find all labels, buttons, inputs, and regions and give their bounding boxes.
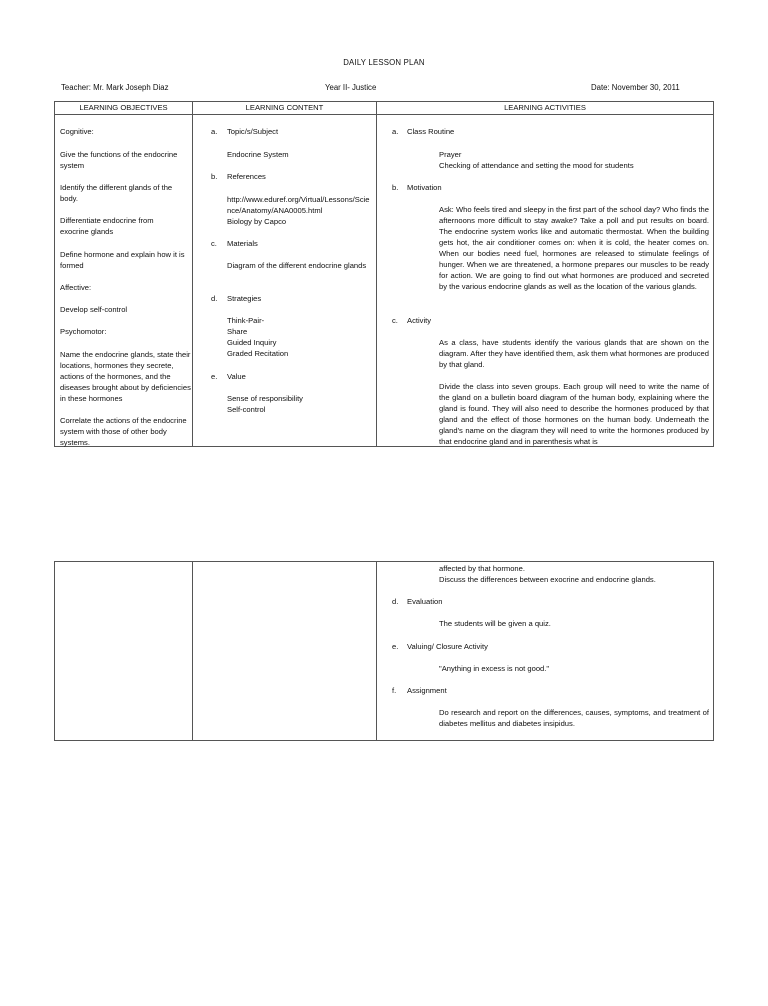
- content-text: Self-control: [227, 405, 266, 414]
- activity-marker: f.: [392, 686, 397, 695]
- activity-text: Divide the class into seven groups. Each group will need to write the name of the gland on a bulletin board diagram of the human body, explaining where the gland is found. They will also need to describe the hormones produced by that gland and the effect of those hormones on the human body. Underneath the gland's name on the diagram they will need to write the hormones produced by that endocrine gland and in parenthesis what is: [439, 382, 709, 446]
- content-text: Biology by Capco: [227, 217, 287, 226]
- activity-marker: d.: [392, 597, 399, 606]
- objective-item: Give the functions of the endocrine system: [60, 150, 178, 170]
- content-label: References: [227, 172, 266, 181]
- lesson-date: Date: November 30, 2011: [591, 83, 680, 92]
- objective-item: Correlate the actions of the endocrine system with those of other body systems.: [60, 416, 187, 447]
- content-text: Think-Pair-: [227, 316, 265, 325]
- activity-label: Evaluation: [407, 597, 443, 606]
- content-text: Endocrine System: [227, 150, 289, 159]
- lesson-plan-table-continued: [54, 561, 714, 741]
- objective-item: Name the endocrine glands, state their locations, hormones they secrete, actions of the hormones, and the diseases brought about by deficiencies in these hormones: [60, 350, 191, 403]
- content-cell-continued: [193, 562, 377, 741]
- teacher-name: Teacher: Mr. Mark Joseph Diaz: [61, 83, 169, 92]
- activity-label: Activity: [407, 316, 432, 325]
- activities-cell-continued: [377, 562, 714, 741]
- objective-heading: Psychomotor:: [60, 327, 107, 336]
- objectives-cell-continued: [55, 562, 193, 741]
- content-label: Strategies: [227, 294, 262, 303]
- objective-item: Identify the different glands of the body.: [60, 183, 173, 203]
- content-marker: b.: [211, 172, 218, 181]
- content-marker: c.: [211, 239, 217, 248]
- objective-item: Differentiate endocrine from exocrine glands: [60, 216, 154, 236]
- activity-label: Assignment: [407, 686, 447, 695]
- content-text: Diagram of the different endocrine glands: [227, 261, 367, 270]
- activity-text: As a class, have students identify the various glands that are shown on the diagram. After they have identified them, ask them what hormones are produced by that gland.: [439, 338, 709, 369]
- content-text: Graded Recitation: [227, 349, 289, 358]
- content-link: http://www.eduref.org/Virtual/Lessons/Science/Anatomy/ANA0005.html: [227, 195, 370, 215]
- objective-item: Define hormone and explain how it is formed: [60, 250, 185, 270]
- activity-text: Prayer: [439, 150, 462, 159]
- activity-marker: a.: [392, 127, 399, 136]
- content-label: Value: [227, 372, 246, 381]
- objective-item: Develop self-control: [60, 305, 128, 314]
- activity-label: Class Routine: [407, 127, 455, 136]
- column-header-activities: LEARNING ACTIVITIES: [377, 102, 714, 115]
- objective-heading: Affective:: [60, 283, 92, 292]
- content-label: Materials: [227, 239, 258, 248]
- activity-text: Ask: Who feels tired and sleepy in the first part of the school day? Who finds the afternoons more difficult to stay awake? Take a poll and put results on board. The endocrine system works like and automatic thermostat. When the building gets hot, the air conditioner comes on: when it is cold, the heater comes on. When our bodies need fuel, hormones are released to stimulate feelings of hunger. When we are threatened, a hormone prepares our muscles to be ready for action. We are going to find out what hormones are produced and secreted by the various endocrine glands as well as the location of the various glands.: [439, 205, 709, 291]
- activity-label: Motivation: [407, 183, 442, 192]
- content-marker: a.: [211, 127, 218, 136]
- content-text: Guided Inquiry: [227, 338, 277, 347]
- activity-text: Checking of attendance and setting the mood for students: [439, 161, 634, 170]
- column-header-objectives: LEARNING OBJECTIVES: [55, 102, 193, 115]
- page-title: DAILY LESSON PLAN: [343, 58, 425, 67]
- content-cell: [193, 115, 377, 447]
- activity-label: Valuing/ Closure Activity: [407, 642, 488, 651]
- activity-text: affected by that hormone.: [439, 564, 525, 573]
- content-text: Share: [227, 327, 248, 336]
- content-text: Sense of responsibility: [227, 394, 303, 403]
- lesson-plan-table: [54, 101, 714, 447]
- activity-text: The students will be given a quiz.: [439, 619, 551, 628]
- activity-text: Discuss the differences between exocrine and endocrine glands.: [439, 575, 656, 584]
- class-year: Year II- Justice: [325, 83, 377, 92]
- activity-text: Do research and report on the differences, causes, symptoms, and treatment of diabetes mellitus and diabetes insipidus.: [439, 708, 709, 728]
- content-marker: d.: [211, 294, 218, 303]
- objective-heading: Cognitive:: [60, 127, 94, 136]
- objectives-cell: [55, 115, 193, 447]
- content-label: Topic/s/Subject: [227, 127, 279, 136]
- column-header-content: LEARNING CONTENT: [193, 102, 377, 115]
- activity-text: "Anything in excess is not good.": [439, 664, 550, 673]
- activity-marker: e.: [392, 642, 399, 651]
- content-marker: e.: [211, 372, 218, 381]
- activities-cell: [377, 115, 714, 447]
- activity-marker: b.: [392, 183, 399, 192]
- activity-marker: c.: [392, 316, 398, 325]
